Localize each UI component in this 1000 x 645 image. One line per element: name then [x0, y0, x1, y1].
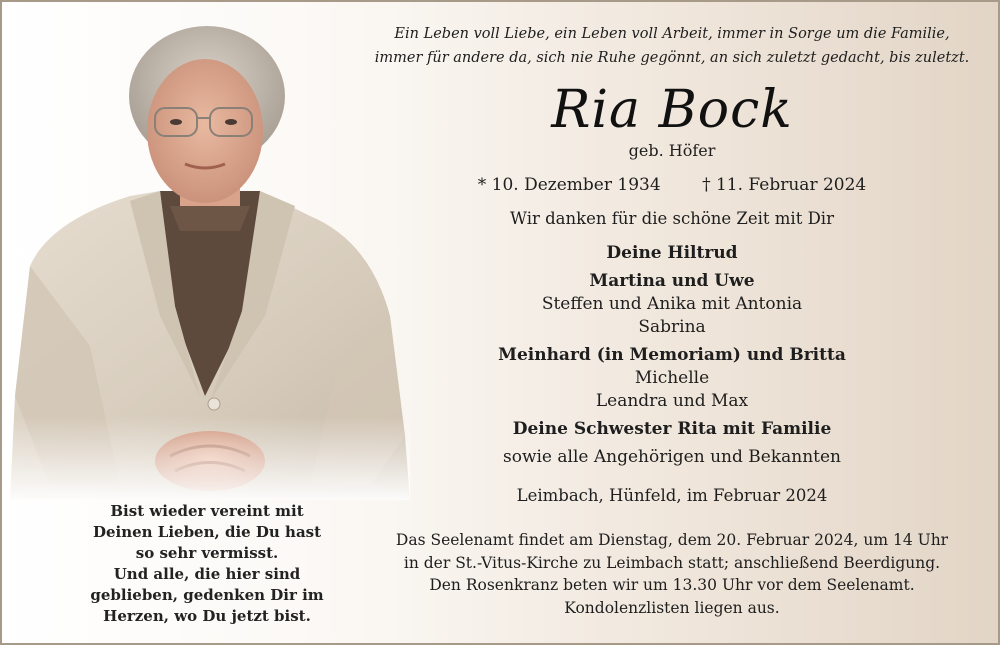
memorial-verse: [62, 501, 352, 627]
maiden-name: geb. Höfer: [628, 141, 716, 160]
notice-line: Kondolenzlisten liegen aus.: [564, 598, 780, 617]
deceased-name: Ria Bock: [551, 80, 793, 140]
verse-line: geblieben, gedenken Dir im: [90, 586, 324, 604]
portrait-photo: [10, 16, 410, 500]
verse-line: Herzen, wo Du jetzt bist.: [103, 607, 311, 625]
family-line: Leandra und Max: [595, 391, 749, 411]
family-line: Deine Schwester Rita mit Familie: [512, 419, 832, 439]
family-line: Michelle: [634, 368, 710, 388]
place-date: Leimbach, Hünfeld, im Februar 2024: [516, 486, 828, 505]
family-line: Sabrina: [638, 317, 706, 337]
notice-line: Den Rosenkranz beten wir um 13.30 Uhr vor dem Seelenamt.: [429, 576, 915, 594]
notice-line: Das Seelenamt findet am Dienstag, dem 20. Februar 2024, um 14 Uhr: [395, 531, 949, 549]
family-line: Martina und Uwe: [589, 271, 755, 291]
intro-quote: [362, 22, 982, 70]
thanks-line: Wir danken für die schöne Zeit mit Dir: [510, 209, 834, 228]
verse-line: so sehr vermisst.: [135, 544, 279, 562]
verse-line: Und alle, die hier sind: [113, 565, 301, 583]
family-line: sowie alle Angehörigen und Bekannten: [502, 447, 841, 467]
life-dates: [362, 173, 982, 197]
death-date: † 11. Februar 2024: [702, 175, 867, 195]
verse-line: Bist wieder vereint mit: [110, 502, 304, 520]
verse-line: Deinen Lieben, die Du hast: [92, 523, 322, 541]
family-line: Meinhard (in Memoriam) und Britta: [498, 345, 846, 365]
service-notice: [362, 529, 982, 619]
family-list: [362, 242, 982, 469]
notice-line: in der St.-Vitus-Kirche zu Leimbach statt; anschließend Beerdigung.: [403, 553, 941, 572]
intro-line: Ein Leben voll Liebe, ein Leben voll Arbeit, immer in Sorge um die Familie,: [394, 26, 950, 42]
intro-line: immer für andere da, sich nie Ruhe gegönnt, an sich zuletzt gedacht, bis zuletzt.: [374, 50, 970, 66]
family-line: Deine Hiltrud: [606, 243, 738, 263]
family-line: Steffen und Anika mit Antonia: [541, 294, 803, 314]
birth-date: * 10. Dezember 1934: [477, 175, 661, 195]
